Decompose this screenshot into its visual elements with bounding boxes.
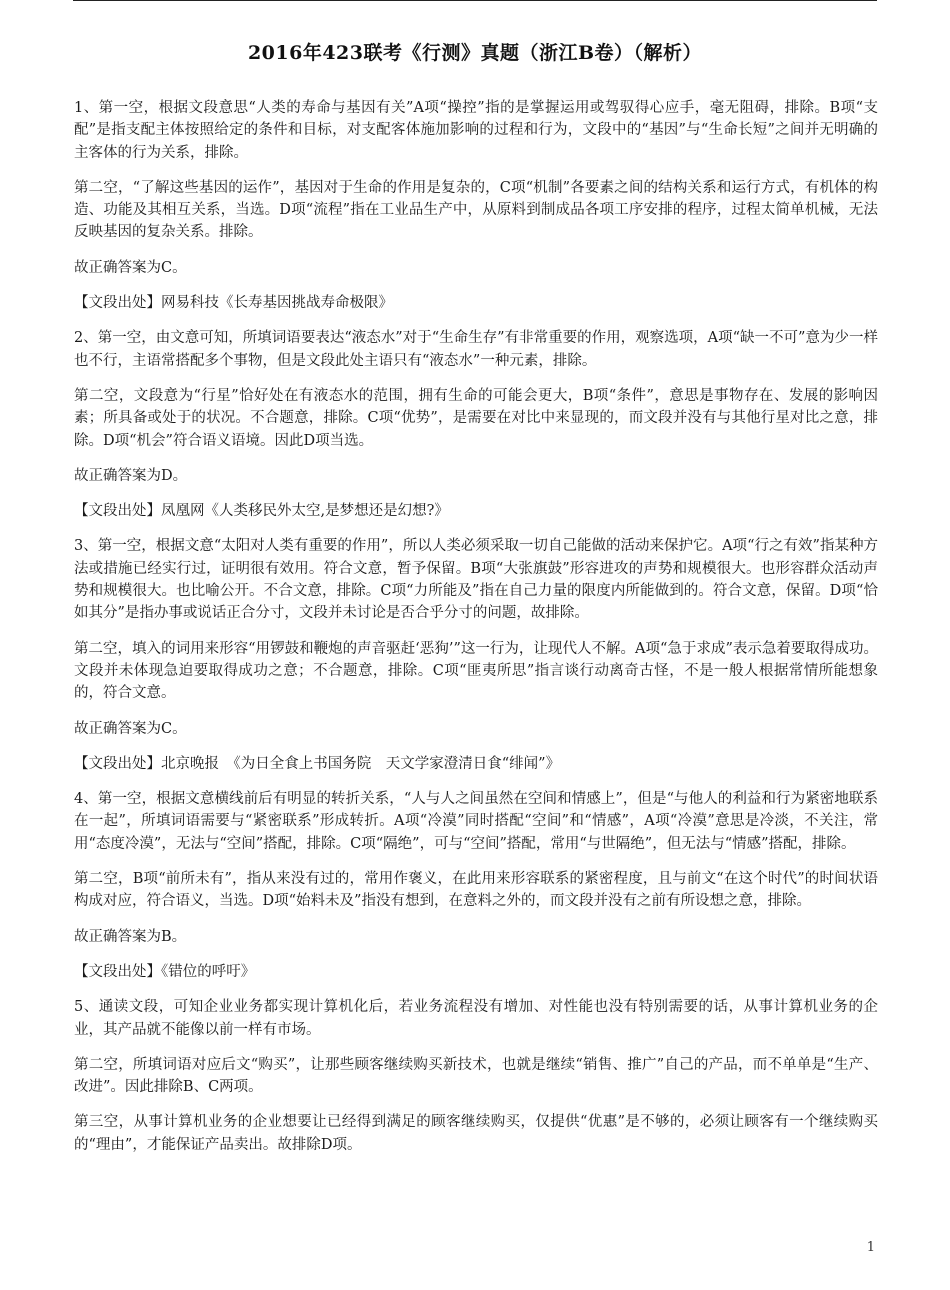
document-body [74,97,878,1169]
page-title: 2016年423联考《行测》真题（浙江B卷）（解析） [247,42,703,64]
answer-line: 故正确答案为B。 [74,928,187,945]
top-rule [73,0,877,1]
paragraph: 第二空，“了解这些基因的运作”，基因对于生命的作用是复杂的，C项“机制”各要素之间的结构关系和运行方式，有机体的构造、功能及其相互关系，当选。D项“流程”指在工业品生产中，从原料到制成品各项工序安排的程序，过程太简单机械，无法反映基因的复杂关系。排除。 [74,179,878,241]
paragraph: 第二空，文段意为“行星”恰好处在有液态水的范围，拥有生命的可能会更大，B项“条件”，意思是事物存在、发展的影响因素；所具备或处于的状况。不合题意，排除。C项“优势”，是需要在对比中来显现的，而文段并没有与其他行星对比之意，排除。D项“机会”符合语义语境。因此D项当选。 [74,387,878,449]
page-number: 1 [866,1240,875,1255]
answer-line: 故正确答案为D。 [74,467,188,484]
paragraph: 第二空，所填词语对应后文“购买”，让那些顾客继续购买新技术，也就是继续“销售、推广”自己的产品，而不单单是“生产、改进”。因此排除B、C两项。 [74,1056,878,1096]
paragraph: 第三空，从事计算机业务的企业想要让已经得到满足的顾客继续购买，仅提供“优惠”是不够的，必须让顾客有一个继续购买的“理由”，才能保证产品卖出。故排除D项。 [74,1114,878,1153]
paragraph: 2、第一空，由文意可知，所填词语要表达“液态水”对于“生命生存”有非常重要的作用，观察选项，A项“缺一不可”意为少一样也不行，主语常搭配多个事物，但是文段此处主语只有“液态水”一种元素，排除。 [74,330,878,369]
answer-line: 故正确答案为C。 [74,720,187,737]
source-line: 【文段出处】北京晚报 《为日全食上书国务院 天文学家澄清日食“绯闻”》 [74,755,561,772]
paragraph: 1、第一空，根据文段意思“人类的寿命与基因有关”A项“操控”指的是掌握运用或驾驭得心应手，毫无阻碍，排除。B项“支配”是指支配主体按照给定的条件和目标，对支配客体施加影响的过程和行为，文段中的“基因”与“生命长短”之间并无明确的主客体的行为关系，排除。 [74,100,878,161]
source-line: 【文段出处】凤凰网《人类移民外太空,是梦想还是幻想?》 [74,503,449,520]
paragraph: 第二空，B项“前所未有”，指从来没有过的，常用作褒义，在此用来形容联系的紧密程度，且与前文“在这个时代”的时间状语构成对应，符合语义，当选。D项“始料未及”指没有想到，在意料之外的，而文段并没有之前有所设想之意，排除。 [74,871,878,910]
answer-line: 故正确答案为C。 [74,259,187,276]
paragraph: 第二空，填入的词用来形容“用锣鼓和鞭炮的声音驱赶‘恶狗’”这一行为，让现代人不解。A项“急于求成”表示急着要取得成功。文段并未体现急迫要取得成功之意；不合题意，排除。C项“匪夷所思”指言谈行动离奇古怪，不是一般人根据常情所能想象的，符合文意。 [74,640,878,702]
paragraph: 5、通读文段，可知企业业务都实现计算机化后，若业务流程没有增加、对性能也没有特别需要的话，从事计算机业务的企业，其产品就不能像以前一样有市场。 [74,999,878,1038]
paragraph: 3、第一空，根据文意“太阳对人类有重要的作用”，所以人类必须采取一切自己能做的活动来保护它。A项“行之有效”指某种方法或措施已经实行过，证明很有效用。符合文意，暂予保留。B项“大张旗鼓”形容进攻的声势和规模很大。也形容群众活动声势和规模很大。也比喻公开。不合文意，排除。C项“力所能及”指在自己力量的限度内所能做到的。符合文意，保留。D项“恰如其分”是指办事或说话正合分寸，文段并未讨论是否合乎分寸的问题，故排除。 [74,538,878,622]
paragraph: 4、第一空，根据文意横线前后有明显的转折关系，“人与人之间虽然在空间和情感上”，但是“与他人的利益和行为紧密地联系在一起”，所填词语需要与“紧密联系”形成转折。A项“冷漠”同时搭配“空间”和“情感”，A项“冷漠”意思是冷淡，不关注，常用“态度冷漠”，无法与“空间”搭配，排除。C项“隔绝”，可与“空间”搭配，常用“与世隔绝”，但无法与“情感”搭配，排除。 [74,791,878,852]
source-line: 【文段出处】网易科技《长寿基因挑战寿命极限》 [74,295,393,312]
source-line: 【文段出处】《错位的呼吁》 [74,963,256,980]
